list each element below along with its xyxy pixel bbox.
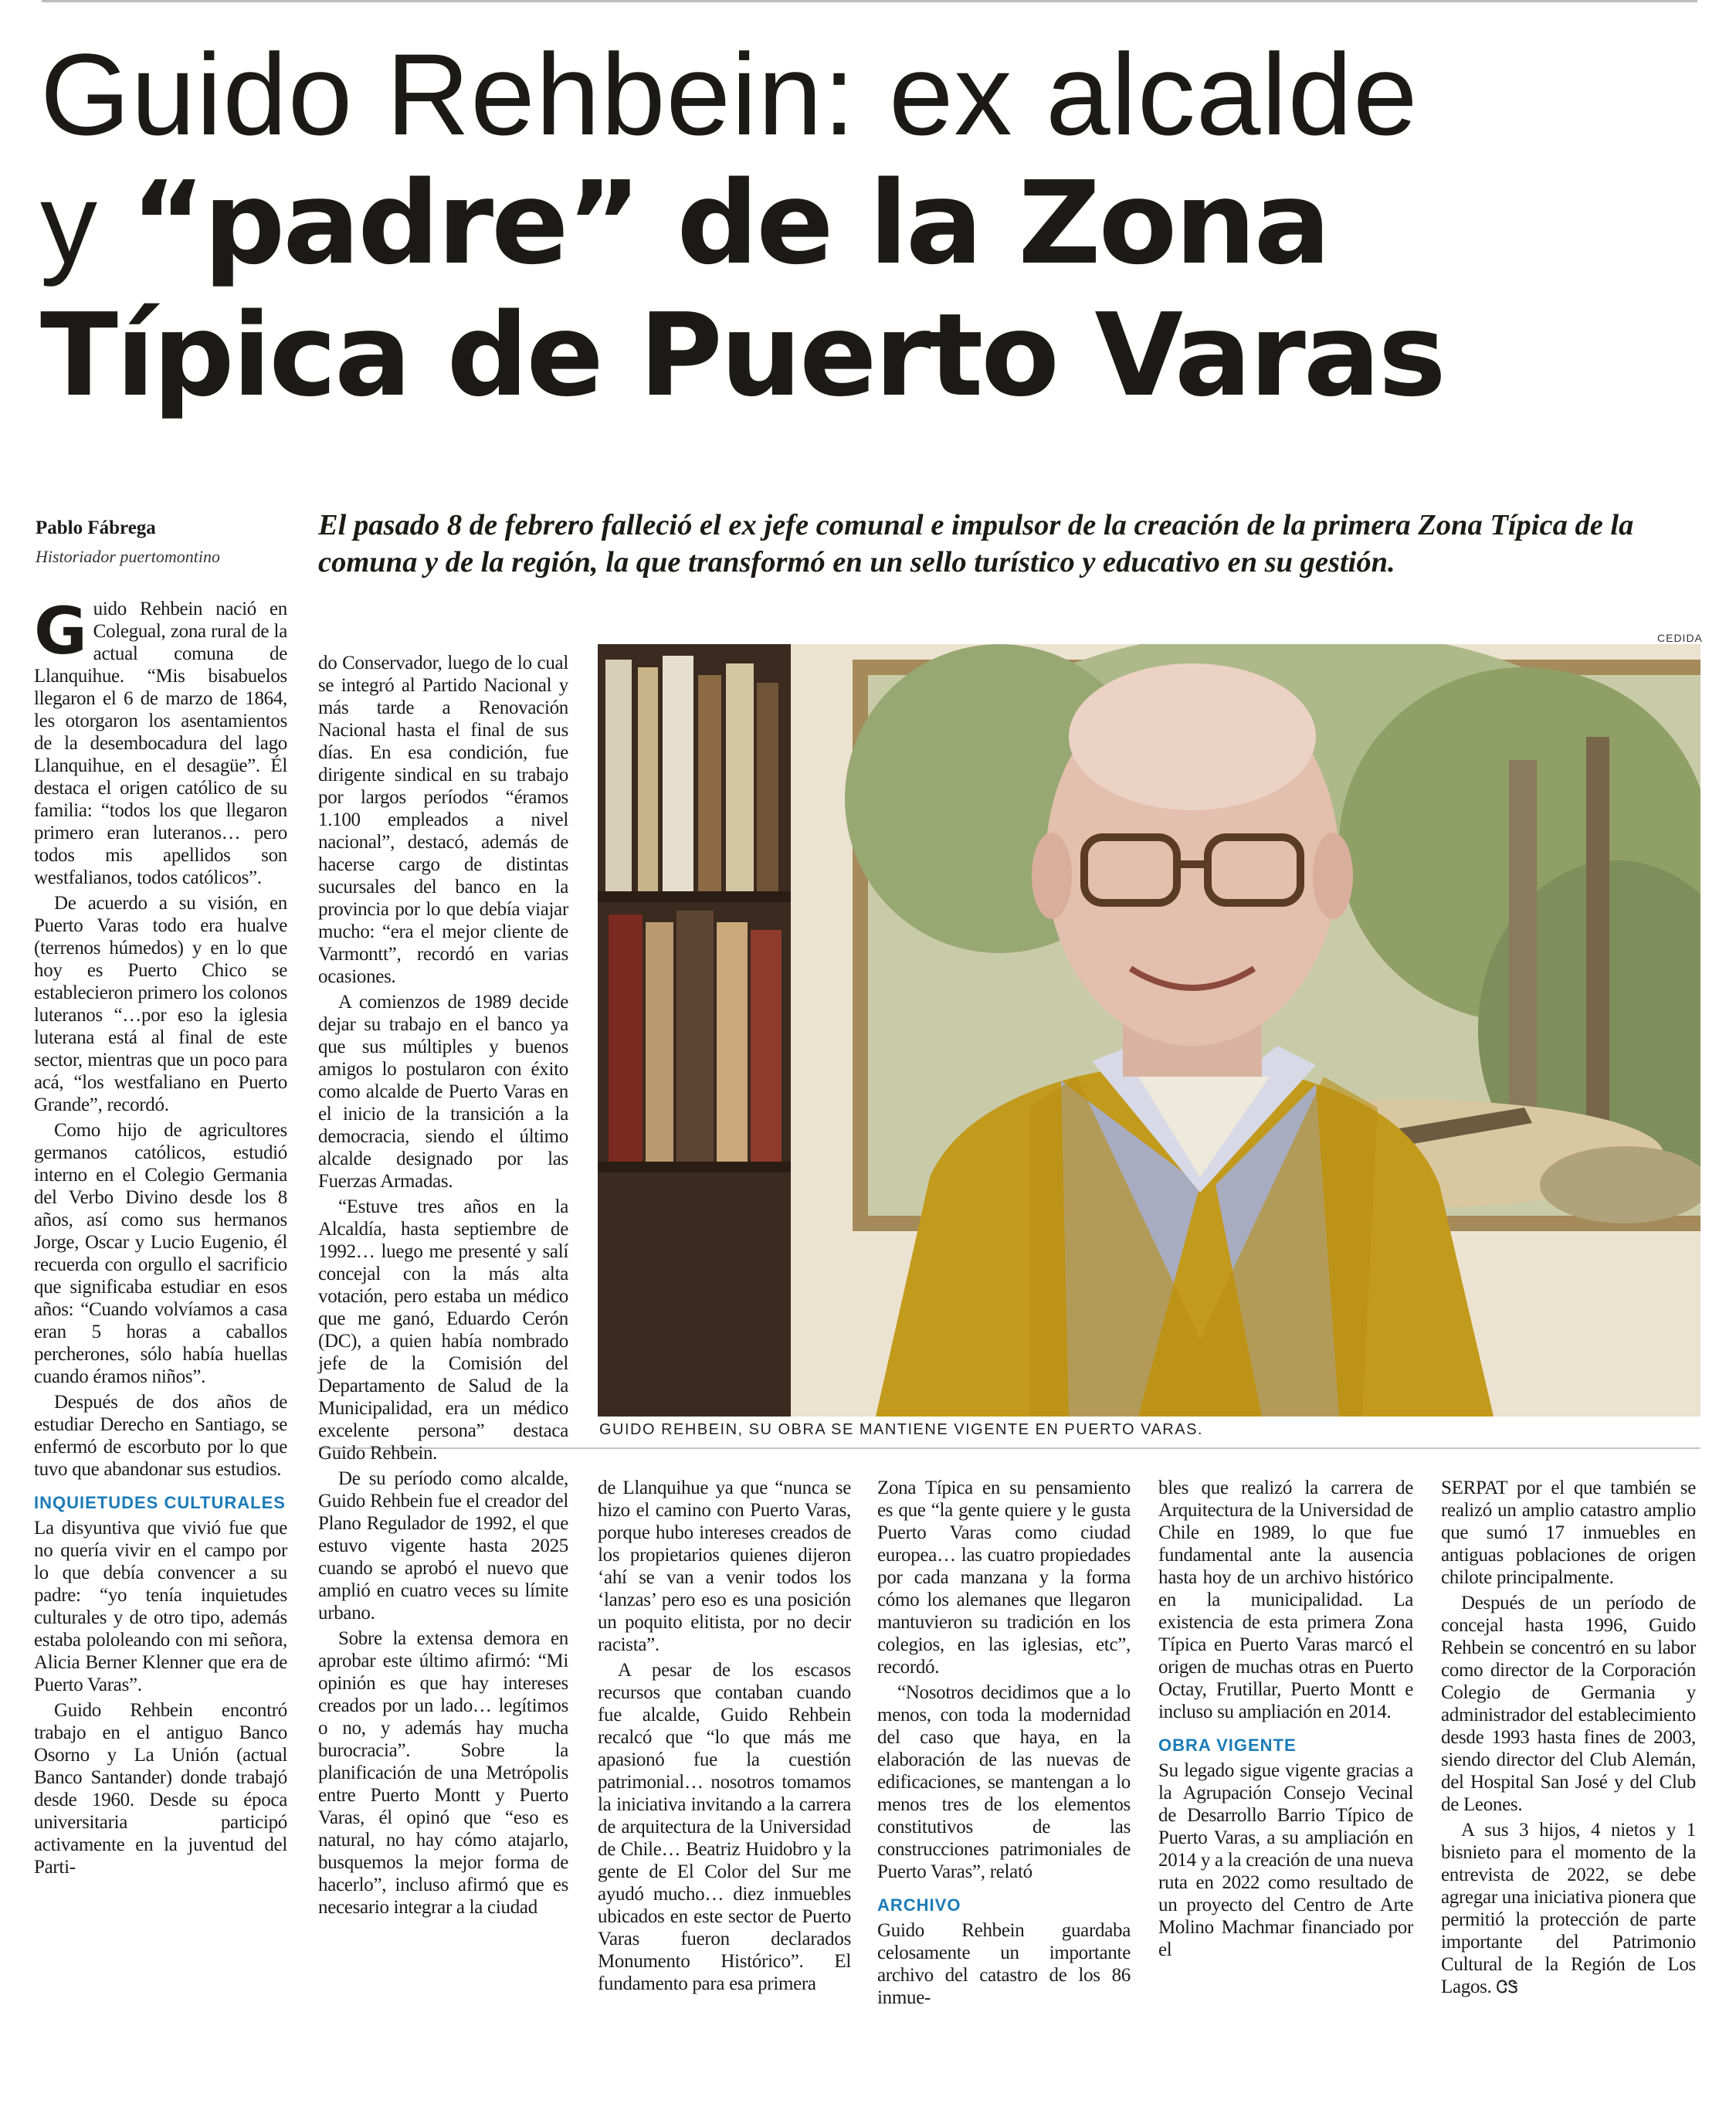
headline (40, 31, 1708, 421)
photo-credit: CEDIDA (1657, 632, 1703, 644)
paragraph-text: uido Rehbein nació en Colegual, zona rural de la actual comuna de Llanquihue. “Mis bisabuelos llegaron el 6 de marzo de 1864, les otorgaron los asentamientos de la desembocadura del lago Llanquihue, en el desagüe”. Él destaca el origen católico de su familia: “todos los que llegaron primero eran luteranos… pero todos mis apellidos son westfalianos, todos católicos”. (34, 599, 287, 888)
paragraph: bles que realizó la carrera de Arquitectura de la Universidad de Chile en 1989, lo que fue fundamental ante la ausencia hasta hoy de un archivo histórico en la municipalidad. La existencia de esta primera Zona Típica en Puerto Varas marcó el origen de muchas otras en Puerto Octay, Frutillar, Puerto Montt e incluso su ampliación en 2014. (1158, 1478, 1413, 1722)
headline-line-2-bold: “padre” de la Zona (131, 157, 1329, 290)
paragraph: “Nosotros decidimos que a lo menos, con toda la modernidad del caso que haya, en la elaboración de las nuevas de edificaciones, se mantengan a lo menos tres de los elementos constitutivos de las construcciones patrimoniales de Puerto Varas”, relató (877, 1682, 1131, 1882)
portrait-photo (598, 644, 1700, 1417)
paragraph: Sobre la extensa demora en aprobar este último afirmó: “Mi opinión es que hay intereses creados por un lado… legítimos o no, y además hay mucha burocracia”. Sobre la planificación de una Metrópolis entre Puerto Montt y Puerto Varas, él opinó que “eso es natural, no hay cómo atajarlo, busquemos la mejor forma de hacerlo”, incluso afirmó que es necesario integrar a la ciudad (318, 1628, 568, 1918)
byline-role: Historiador puertomontino (36, 547, 220, 566)
paragraph: A pesar de los escasos recursos que contaban cuando fue alcalde, Guido Rehbein recalcó que “lo que más me apasionó fue la cuestión patrimonial… nosotros tomamos la iniciativa invitando a la carrera de arquitectura de la Universidad de Chile… Beatriz Huidobro y la gente de El Color del Sur me ayudó mucho… diez inmuebles ubicados en este sector de Puerto Varas fueron declarados Monumento Histórico”. El fundamento para esa primera (598, 1660, 851, 1994)
headline-line-3: Típica de Puerto Varas (40, 289, 1444, 422)
lede: El pasado 8 de febrero falleció el ex jefe comunal e impulsor de la creación de la primera Zona Típica de la comuna y de la región, la que transformó en un sello turístico y educativo en su gestión. (318, 509, 1634, 578)
column-5 (1158, 1477, 1413, 1964)
paragraph: De acuerdo a su visión, en Puerto Varas todo era hualve (terrenos húmedos) y en lo que hoy es Puerto Chico se establecieron primero los colonos luteranos “…por eso la iglesia luterana está al final de este sector, mientras que un poco para acá, “los westfaliano en Puerto Grande”, recordó. (34, 893, 287, 1115)
column-1 (34, 593, 287, 1881)
headline-line-1: Guido Rehbein: ex alcalde (40, 29, 1419, 159)
drop-cap: G (34, 593, 87, 669)
paragraph: De su período como alcalde, Guido Rehbein fue el creador del Plano Regulador de 1992, el que estuvo vigente hasta 2025 cuando se aprobó el nuevo que amplió en cuatro veces su límite urbano. (318, 1468, 568, 1624)
paragraph: de Llanquihue ya que “nunca se hizo el camino con Puerto Varas, porque hubo intereses creados de los propietarios quienes dijeron ‘ahí se van a venir todos los ‘lanzas’ pero eso es una posición un poquito elitista, por no decir racista”. (598, 1478, 851, 1655)
paragraph-text: A sus 3 hijos, 4 nietos y 1 bisnieto para el momento de la entrevista de 2022, se debe agregar una iniciativa pionera que permitió la protección de parte importante del Patrimonio Cultural de la Región de Los Lagos. (1441, 1820, 1696, 1997)
end-mark-icon: ᏣᏕ (1496, 1978, 1518, 1997)
paragraph: Después de dos años de estudiar Derecho en Santiago, se enfermó de escorbuto por lo que tuvo que abandonar sus estudios. (34, 1392, 287, 1480)
portrait-illustration (598, 644, 1700, 1417)
headline-line-2 (40, 158, 1708, 290)
paragraph: do Conservador, luego de lo cual se integró al Partido Nacional y más tarde a Renovación Nacional hasta el final de sus días. En esa condición, fue dirigente sindical en su trabajo por largos períodos “éramos 1.100 empleados a nivel nacional”, destacó, además de hacerse cargo de distintas sucursales del banco en la provincia por lo que debía viajar mucho: “era el mejor cliente de Varmontt”, recordó en varias ocasiones. (318, 653, 568, 987)
column-4 (877, 1477, 1131, 2012)
column-2 (318, 652, 568, 1922)
subheading-archivo: ARCHIVO (877, 1895, 961, 1915)
subheading-obra-vigente: OBRA VIGENTE (1158, 1735, 1297, 1755)
paragraph: Después de un período de concejal hasta 1996, Guido Rehbein se concentró en su labor como director de la Corporación Colegio de Germania y administrador del establecimiento desde 1993 hasta fines de 2003, siendo director del Club Alemán, del Hospital San José y del Club de Leones. (1441, 1593, 1696, 1815)
column-divider-bottom (598, 1447, 1700, 1449)
photo-caption: GUIDO REHBEIN, SU OBRA SE MANTIENE VIGENTE EN PUERTO VARAS. (599, 1421, 1203, 1438)
column-3 (598, 1477, 851, 1998)
paragraph: Como hijo de agricultores germanos católicos, estudió interno en el Colegio Germania del Verbo Divino desde los 8 años, así como sus hermanos Jorge, Oscar y Lucio Eugenio, él recuerda con orgullo el sacrificio que significaba estudiar en esos años: “Cuando volvíamos a casa eran 5 horas a caballos percherones, sólo había huellas cuando éramos niños”. (34, 1120, 287, 1387)
paragraph: Zona Típica en su pensamiento es que “la gente quiere y le gusta Puerto Varas como ciudad europea… las cuatro propiedades por cada manzana y la forma cómo los alemanes que llegaron mantuvieron su tradición en los colegios, en las iglesias, etc”, recordó. (877, 1478, 1131, 1678)
paragraph: Su legado sigue vigente gracias a la Agrupación Consejo Vecinal de Desarrollo Barrio Típico de Puerto Varas, a su ampliación en 2014 y a la creación de una nueva ruta en 2022 como resultado de un proyecto del Centro de Arte Molino Machmar financiado por el (1158, 1760, 1413, 1960)
byline-author: Pablo Fábrega (36, 517, 156, 538)
paragraph: Guido Rehbein guardaba celosamente un importante archivo del catastro de los 86 inmue- (877, 1920, 1131, 2008)
paragraph: Guido Rehbein encontró trabajo en el antiguo Banco Osorno y La Unión (actual Banco Santander) donde trabajó desde 1960. Desde su época universitaria participó activamente en la juventud del Parti- (34, 1700, 287, 1878)
headline-line-2-start: y (40, 160, 131, 287)
column-6 (1441, 1477, 1696, 2002)
paragraph: “Estuve tres años en la Alcaldía, hasta septiembre de 1992… luego me presenté y salí concejal con la más alta votación, pero estaba un médico que me ganó, Eduardo Cerón (DC), a quien había nombrado jefe de la Comisión del Departamento de Salud de la Municipalidad, era un médico excelente persona” destaca Guido Rehbein. (318, 1196, 568, 1464)
paragraph: La disyuntiva que vivió fue que no quería vivir en el campo por lo que debía convencer a su padre: “yo tenía inquietudes culturales y de otro tipo, además estaba pololeando con mi señora, Alicia Berner Klenner que era de Puerto Varas”. (34, 1518, 287, 1695)
paragraph (1441, 1819, 1696, 1999)
top-rule (42, 0, 1697, 2)
subheading-inquietudes: INQUIETUDES CULTURALES (34, 1493, 286, 1512)
paragraph: SERPAT por el que también se realizó un amplio catastro amplio que sumó 17 inmuebles en antiguas poblaciones de origen chilote principalmente. (1441, 1478, 1696, 1588)
paragraph: A comienzos de 1989 decide dejar su trabajo en el banco ya que sus múltiples y buenos amigos lo postularon con éxito como alcalde de Puerto Varas en el inicio de la transición a la democracia, siendo el último alcalde designado por las Fuerzas Armadas. (318, 992, 568, 1192)
paragraph (34, 593, 287, 889)
